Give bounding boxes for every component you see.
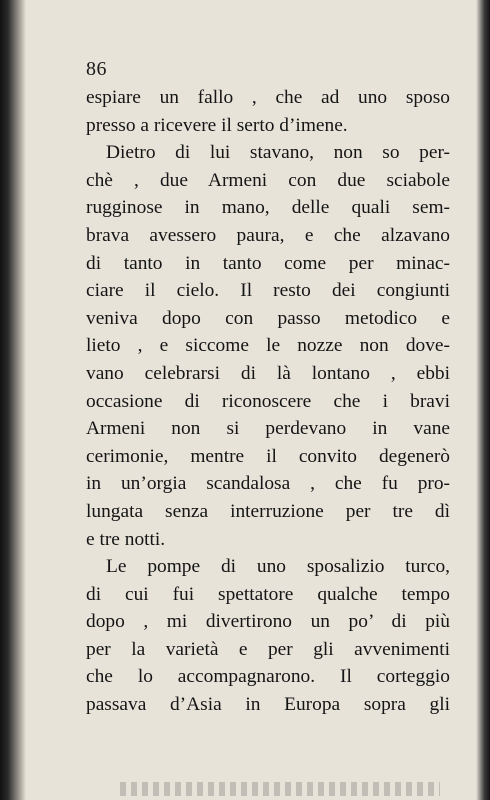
text-line: Le pompe di uno sposalizio turco, bbox=[106, 556, 450, 578]
text-line: cerimonie, mentre il convito degenerò bbox=[86, 445, 450, 467]
text-line: occasione di riconoscere che i bravi bbox=[86, 390, 450, 412]
text-line: ciare il cielo. Il resto dei congiunti bbox=[86, 280, 450, 302]
page-number: 86 bbox=[86, 58, 107, 80]
text-line: Armeni non si perdevano in vane bbox=[86, 418, 450, 440]
text-line: chè , due Armeni con due sciabole bbox=[86, 169, 450, 191]
text-line: dopo , mi divertirono un po’ di più bbox=[86, 611, 450, 633]
bleed-through-text bbox=[120, 782, 440, 796]
text-line: passava d’Asia in Europa sopra gli bbox=[86, 694, 450, 716]
text-line: di cui fui spettatore qualche tempo bbox=[86, 583, 450, 605]
text-line: in un’orgia scandalosa , che fu pro- bbox=[86, 473, 450, 495]
text-line: brava avessero paura, e che alzavano bbox=[86, 224, 450, 246]
text-line: lungata senza interruzione per tre dì bbox=[86, 500, 450, 522]
text-line: che lo accompagnarono. Il corteggio bbox=[86, 666, 450, 688]
text-line: Dietro di lui stavano, non so per- bbox=[106, 142, 450, 164]
text-line: lieto , e siccome le nozze non dove- bbox=[86, 335, 450, 357]
page-right-edge bbox=[476, 0, 490, 800]
body-text bbox=[86, 84, 450, 719]
page-left-edge bbox=[0, 0, 26, 800]
text-line: veniva dopo con passo metodico e bbox=[86, 307, 450, 329]
text-line: e tre notti. bbox=[86, 528, 166, 550]
text-line: di tanto in tanto come per minac- bbox=[86, 252, 450, 274]
text-line: espiare un fallo , che ad uno sposo bbox=[86, 87, 450, 108]
text-line: per la varietà e per gli avvenimenti bbox=[86, 638, 450, 660]
text-line: presso a ricevere il serto d’imene. bbox=[86, 114, 348, 136]
text-line: vano celebrarsi di là lontano , ebbi bbox=[86, 362, 450, 384]
text-line: rugginose in mano, delle quali sem- bbox=[86, 197, 450, 219]
